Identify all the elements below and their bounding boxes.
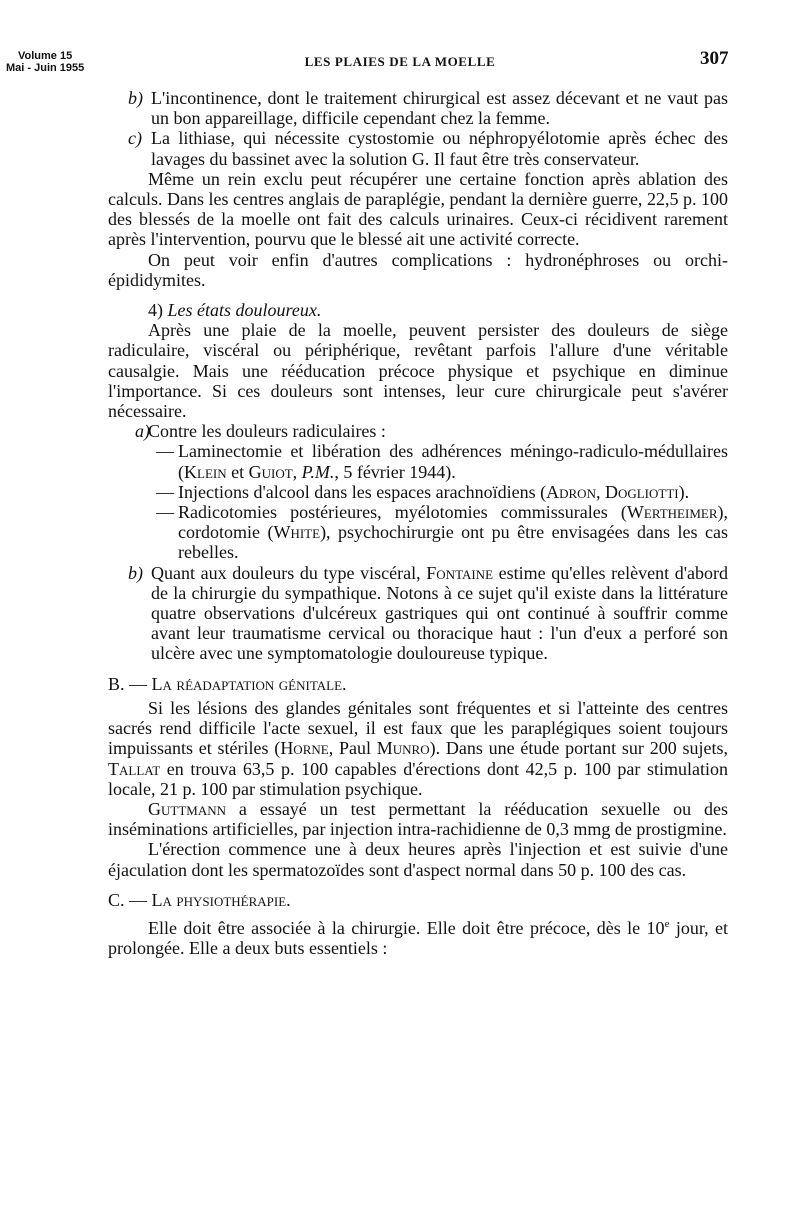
dash-item-injections [108,482,728,502]
item-marker: c) [128,128,142,149]
item-text: estime qu'elles relèvent d'abord de la chirurgie du sympathique. Notons à ce sujet qu'il existe dans la littérature quatre observations d'ulcéreux gastriques qui ont continué à souffrir comme avant leur traumatisme cervical ou thoracique haut : l'un d'eux a perforé son ulcère avec une symptomatologie douloureuse typique. [151,562,728,664]
item-b-visceral [108,563,728,664]
paragraph-text: Si les lésions des glandes génitales sont fréquentes et si l'atteinte des centres sacrés rend difficile l'acte sexuel, il est faux que les paraplégiques soient toujours impuissants et stériles ( [108,697,728,759]
author-name: Horne [280,738,329,759]
paragraph-erection: L'érection commence une à deux heures après l'injection et est suivie d'une éjaculation dont les spermatozoïdes sont d'aspect normal dans 50 p. 100 des cas. [108,839,728,880]
item-c-lithiase [108,128,728,168]
dash-marker: — [156,481,174,502]
section-title: La physiothérapie. [151,889,291,910]
section-b-heading [108,674,728,694]
item-text: Quant aux douleurs du type viscéral, [151,562,427,583]
author-name: Wertheimer [626,502,718,523]
dash-text: Injections d'alcool dans les espaces arachnoïdiens ( [178,481,547,502]
item-a-radiculaires [108,421,728,441]
item-text: La lithiase, qui nécessite cystostomie ou néphropyélotomie après échec des lavages du bassinet avec la solution G. Il faut être très conservateur. [151,128,728,169]
section-title: La réadaptation génitale. [151,673,347,694]
paragraph-douleurs-intro: Après une plaie de la moelle, peuvent persister des douleurs de siège radiculaire, viscéral ou périphérique, revêtant parfois l'allure d'une véritable causalgie. Mais une rééducation précoce physique et psychique en diminue l'importance. Si ces douleurs sont intenses, leur cure chirurgicale peut s'avérer nécessaire. [108,320,728,422]
section-number: 4) [148,300,163,321]
ordinal-suffix: e [664,917,670,930]
author-name: Dogliotti [604,481,679,502]
paragraph-text: a essayé un test permettant la rééducation sexuelle ou des inséminations artificielles, par injection intra-rachidienne de 0,3 mmg de prostigmine. [108,798,728,840]
paragraph-text: ). Dans une étude portant sur 200 sujets, [429,738,728,759]
paragraph-complications: On peut voir enfin d'autres complications : hydronéphroses ou orchi-épididymites. [108,249,728,290]
item-text: Contre les douleurs radiculaires : [148,421,386,442]
item-text: L'incontinence, dont le traitement chirurgical est assez décevant et ne vaut pas un bon appareillage, difficile cependant chez la femme. [151,88,728,129]
paragraph-text: Elle doit être associée à la chirurgie. Elle doit être précoce, dès le 10 [148,917,665,938]
page-number: 307 [700,48,729,69]
paragraph-lesions [108,698,728,799]
section-label: B. — [108,673,152,694]
page-header [0,48,800,88]
author-name: Tallat [108,758,161,779]
section-4-heading [108,300,728,320]
dash-marker: — [156,441,174,462]
author-name: White [273,522,321,543]
dash-text: , 5 février 1944). [334,461,456,482]
dash-marker: — [156,502,174,523]
dash-text: et [226,461,249,482]
paragraph-physiotherapie [108,914,728,958]
author-name: Fontaine [426,562,494,583]
paragraph-guttmann [108,799,728,839]
running-title: LES PLAIES DE LA MOELLE [304,54,496,69]
dash-item-laminectomie [108,441,728,481]
author-name: Guttmann [148,798,226,819]
dash-item-radicotomies [108,502,728,563]
dash-text: , [292,461,302,482]
journal-ref: P.M. [301,461,335,482]
dash-text: , [595,481,605,502]
section-label: C. — [108,889,152,910]
author-name: Adron [546,481,596,502]
item-b-incontinence [108,88,728,128]
author-name: Guiot [248,461,293,482]
dash-text: ). [678,481,690,502]
section-title: Les états douloureux. [167,300,322,321]
item-marker: b) [128,562,143,583]
paragraph-text: en trouva 63,5 p. 100 capables d'érections dont 42,5 p. 100 par stimulation locale, 21 p. 100 par stimulation psychique. [108,758,728,799]
dash-text: Radicotomies postérieures, myélotomies commissurales ( [178,502,627,523]
section-c-heading [108,890,728,910]
dash-text: ), cordotomie ( [178,502,728,543]
page-body [108,88,728,958]
paragraph-text: jour, et prolongée. Elle a deux buts essentiels : [108,917,729,959]
author-name: Munro [376,738,430,759]
volume-date: Mai - Juin 1955 [6,62,85,74]
dash-text: Laminectomie et libération des adhérences méningo-radiculo-médullaires ( [178,441,728,482]
author-name: Klein [184,461,227,482]
item-marker: a) [135,421,150,442]
paragraph-rein: Même un rein exclu peut récupérer une certaine fonction après ablation des calculs. Dans les centres anglais de paraplégie, pendant la dernière guerre, 22,5 p. 100 des blessés de la moelle ont fait des calculs urinaires. Ceux-ci récidivent rarement après l'intervention, pourvu que le blessé ait une activité correcte. [108,168,728,250]
dash-text: ), psychochirurgie ont pu être envisagées dans les cas rebelles. [178,522,728,563]
item-marker: b) [128,88,143,108]
volume-number: Volume 15 [18,50,73,62]
paragraph-text: , Paul [328,738,377,759]
